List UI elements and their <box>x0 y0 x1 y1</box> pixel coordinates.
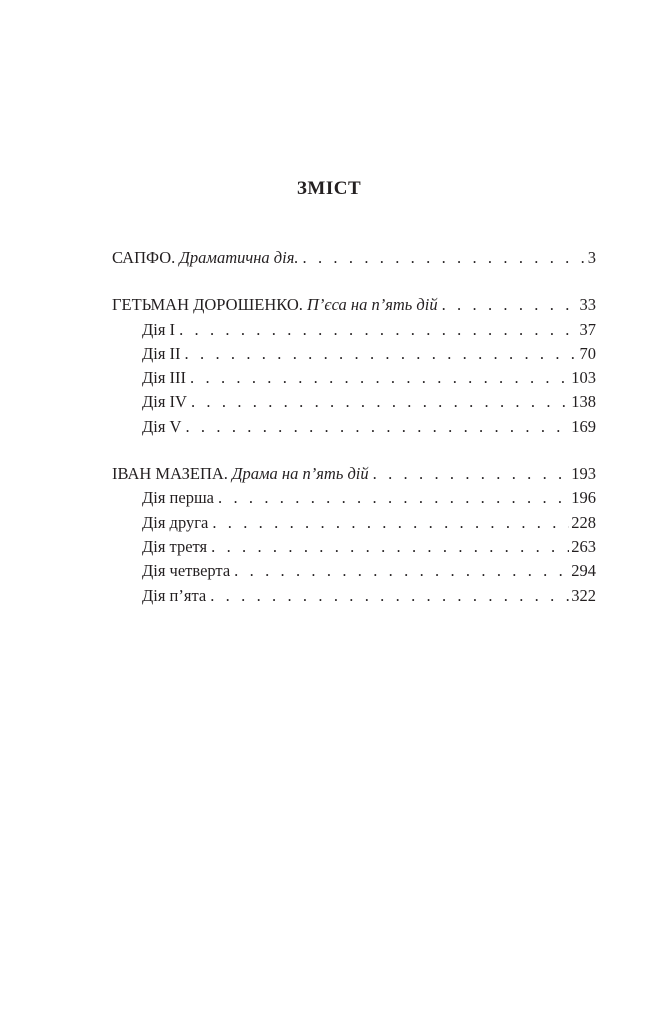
toc-entry-label <box>112 462 369 486</box>
toc-entry-label <box>112 246 299 270</box>
toc-entry-title: Дія друга <box>142 512 209 532</box>
toc-subentry <box>112 366 596 390</box>
toc-page-number: 33 <box>579 295 596 315</box>
page-title: ЗМІСТ <box>296 178 362 199</box>
toc-entry-label <box>142 486 214 510</box>
toc-entry-title: САПФО. <box>112 248 176 267</box>
toc-page-number: 103 <box>571 368 596 388</box>
toc-page-number: 138 <box>571 392 596 412</box>
table-of-contents <box>112 246 596 631</box>
dot-leader <box>218 486 569 510</box>
toc-subentry <box>112 559 596 583</box>
toc-page-number: 196 <box>571 488 596 508</box>
toc-entry-title: Дія V <box>142 416 182 436</box>
dot-leader <box>303 246 586 270</box>
toc-subentry <box>112 318 596 342</box>
toc-entry-label <box>142 318 175 342</box>
dot-leader <box>373 462 570 486</box>
toc-entry-title: Дія III <box>142 368 187 388</box>
toc-subentry <box>112 390 596 414</box>
toc-subentry <box>112 415 596 439</box>
toc-entry-label <box>142 535 207 559</box>
toc-entry-subtitle: Драматична дія. <box>179 248 299 267</box>
toc-page-number: 169 <box>571 416 596 436</box>
toc-section <box>112 293 596 439</box>
toc-entry-title: Дія третя <box>142 536 208 556</box>
toc-entry <box>112 462 596 486</box>
toc-page-number: 193 <box>571 464 596 484</box>
toc-entry-label <box>112 293 438 317</box>
toc-subentry <box>112 584 596 608</box>
toc-subentry <box>112 342 596 366</box>
toc-entry <box>112 246 596 270</box>
toc-subentry <box>112 486 596 510</box>
dot-leader <box>191 390 569 414</box>
toc-page-number: 322 <box>571 585 596 605</box>
toc-page-number: 263 <box>571 536 596 556</box>
toc-entry-title: ІВАН МАЗЕПА. <box>112 464 228 484</box>
toc-entry-title: Дія I <box>142 319 176 339</box>
toc-entry-label <box>142 415 181 439</box>
dot-leader <box>234 559 569 583</box>
toc-entry <box>112 293 596 317</box>
dot-leader <box>442 293 578 317</box>
toc-section <box>112 462 596 608</box>
dot-leader <box>185 342 578 366</box>
toc-page-number: 228 <box>571 512 596 532</box>
dot-leader <box>185 415 569 439</box>
toc-page-number: 37 <box>579 319 596 339</box>
toc-entry-label <box>142 511 208 535</box>
toc-entry-label <box>142 390 187 414</box>
toc-entry-subtitle: Драма на п’ять дій <box>232 464 369 484</box>
toc-entry-label <box>142 342 181 366</box>
dot-leader <box>211 535 569 559</box>
toc-entry-label <box>142 366 186 390</box>
toc-subentry <box>112 511 596 535</box>
toc-entry-title: Дія четверта <box>142 561 231 581</box>
toc-entry-label <box>142 559 230 583</box>
toc-entry-subtitle: П’єса на п’ять дій <box>307 295 438 315</box>
toc-page-number: 70 <box>579 343 596 363</box>
toc-entry-title: Дія IV <box>142 392 187 412</box>
toc-section <box>112 246 596 270</box>
dot-leader <box>210 584 569 608</box>
toc-subentry <box>112 535 596 559</box>
toc-page-number: 3 <box>587 248 596 267</box>
toc-page-number: 294 <box>571 561 596 581</box>
dot-leader <box>212 511 569 535</box>
toc-entry-title: ГЕТЬМАН ДОРОШЕНКО. <box>112 295 303 315</box>
dot-leader <box>190 366 569 390</box>
toc-entry-title: Дія II <box>142 343 181 363</box>
dot-leader <box>179 318 577 342</box>
toc-entry-label <box>142 584 206 608</box>
toc-entry-title: Дія п’ята <box>142 585 207 605</box>
toc-entry-title: Дія перша <box>142 488 214 508</box>
